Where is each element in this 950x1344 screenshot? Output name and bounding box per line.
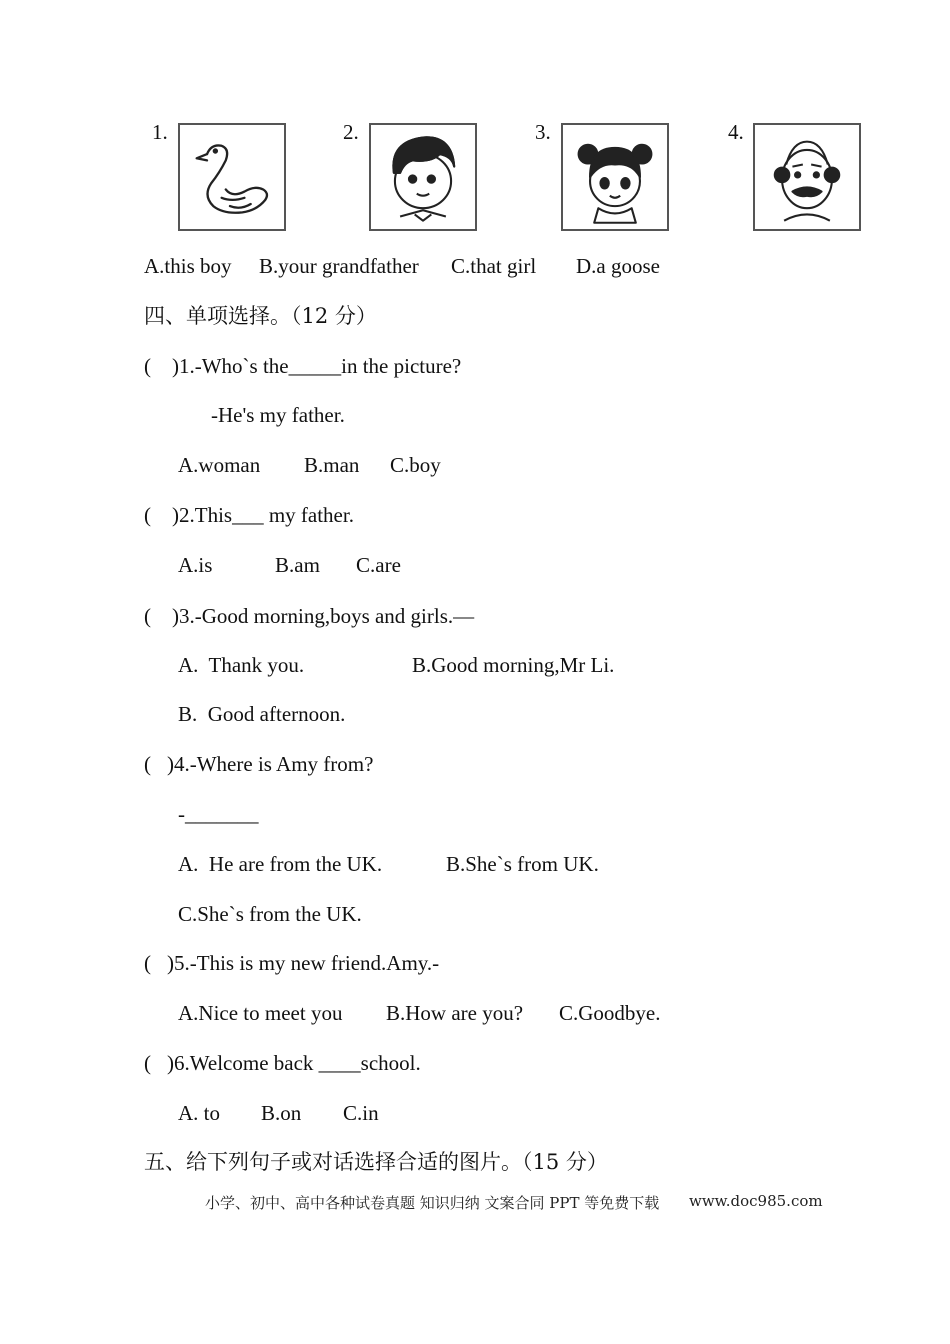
section-4-heading: 四、单项选择。（12 分） — [144, 304, 377, 328]
grandfather-picture — [753, 123, 861, 231]
grandfather-icon — [755, 125, 859, 229]
question-2-option-b: B.am — [275, 553, 320, 577]
question-4-option-a: A. He are from the UK. — [178, 852, 383, 876]
question-1-option-a: A.woman — [178, 453, 261, 477]
boy-icon — [371, 125, 475, 229]
goose-picture — [178, 123, 286, 231]
question-1-option-c: C.boy — [390, 453, 441, 477]
question-3-paren: ( — [144, 604, 151, 628]
question-3-option-a: A. Thank you. — [178, 653, 305, 677]
question-5-paren: ( — [144, 951, 151, 975]
picture-number-1: 1. — [152, 120, 168, 144]
section-5-heading: 五、给下列句子或对话选择合适的图片。（15 分） — [144, 1150, 608, 1174]
picture-option-c: C.that girl — [451, 254, 537, 278]
question-1-stem: )1.-Who`s the_____in the picture? — [172, 354, 462, 378]
question-6-paren: ( — [144, 1051, 151, 1075]
question-2-option-a: A.is — [178, 553, 213, 577]
question-2-paren: ( — [144, 503, 151, 527]
question-4-stem: )4.-Where is Amy from? — [167, 752, 374, 776]
footer-text: 小学、初中、高中各种试卷真题 知识归纳 文案合同 PPT 等免费下载 — [205, 1194, 660, 1212]
question-4-answer-line: -_______ — [178, 802, 259, 826]
picture-option-d: D.a goose — [576, 254, 660, 278]
question-5-option-b: B.How are you? — [386, 1001, 524, 1025]
girl-picture — [561, 123, 669, 231]
picture-option-b: B.your grandfather — [259, 254, 419, 278]
question-3-stem: )3.-Good morning,boys and girls.— — [172, 604, 475, 628]
question-5-option-c: C.Goodbye. — [559, 1001, 661, 1025]
boy-picture — [369, 123, 477, 231]
footer-url[interactable]: www.doc985.com — [689, 1192, 823, 1210]
question-2-stem: )2.This___ my father. — [172, 503, 354, 527]
question-3-option-c: B. Good afternoon. — [178, 702, 346, 726]
question-1-paren: ( — [144, 354, 151, 378]
picture-number-3: 3. — [535, 120, 551, 144]
question-2-option-c: C.are — [356, 553, 401, 577]
picture-option-a: A.this boy — [144, 254, 232, 278]
question-6-option-a: A. to — [178, 1101, 220, 1125]
question-6-stem: )6.Welcome back ____school. — [167, 1051, 421, 1075]
question-5-option-a: A.Nice to meet you — [178, 1001, 343, 1025]
question-4-option-c: C.She`s from the UK. — [178, 902, 362, 926]
question-6-option-b: B.on — [261, 1101, 302, 1125]
question-1-answer-line: -He's my father. — [211, 403, 345, 427]
picture-number-2: 2. — [343, 120, 359, 144]
question-6-option-c: C.in — [343, 1101, 379, 1125]
question-1-option-b: B.man — [304, 453, 360, 477]
girl-icon — [563, 125, 667, 229]
question-4-paren: ( — [144, 752, 151, 776]
goose-icon — [180, 125, 284, 229]
picture-number-4: 4. — [728, 120, 744, 144]
question-5-stem: )5.-This is my new friend.Amy.- — [167, 951, 440, 975]
question-3-option-b: B.Good morning,Mr Li. — [412, 653, 615, 677]
question-4-option-b: B.She`s from UK. — [446, 852, 599, 876]
